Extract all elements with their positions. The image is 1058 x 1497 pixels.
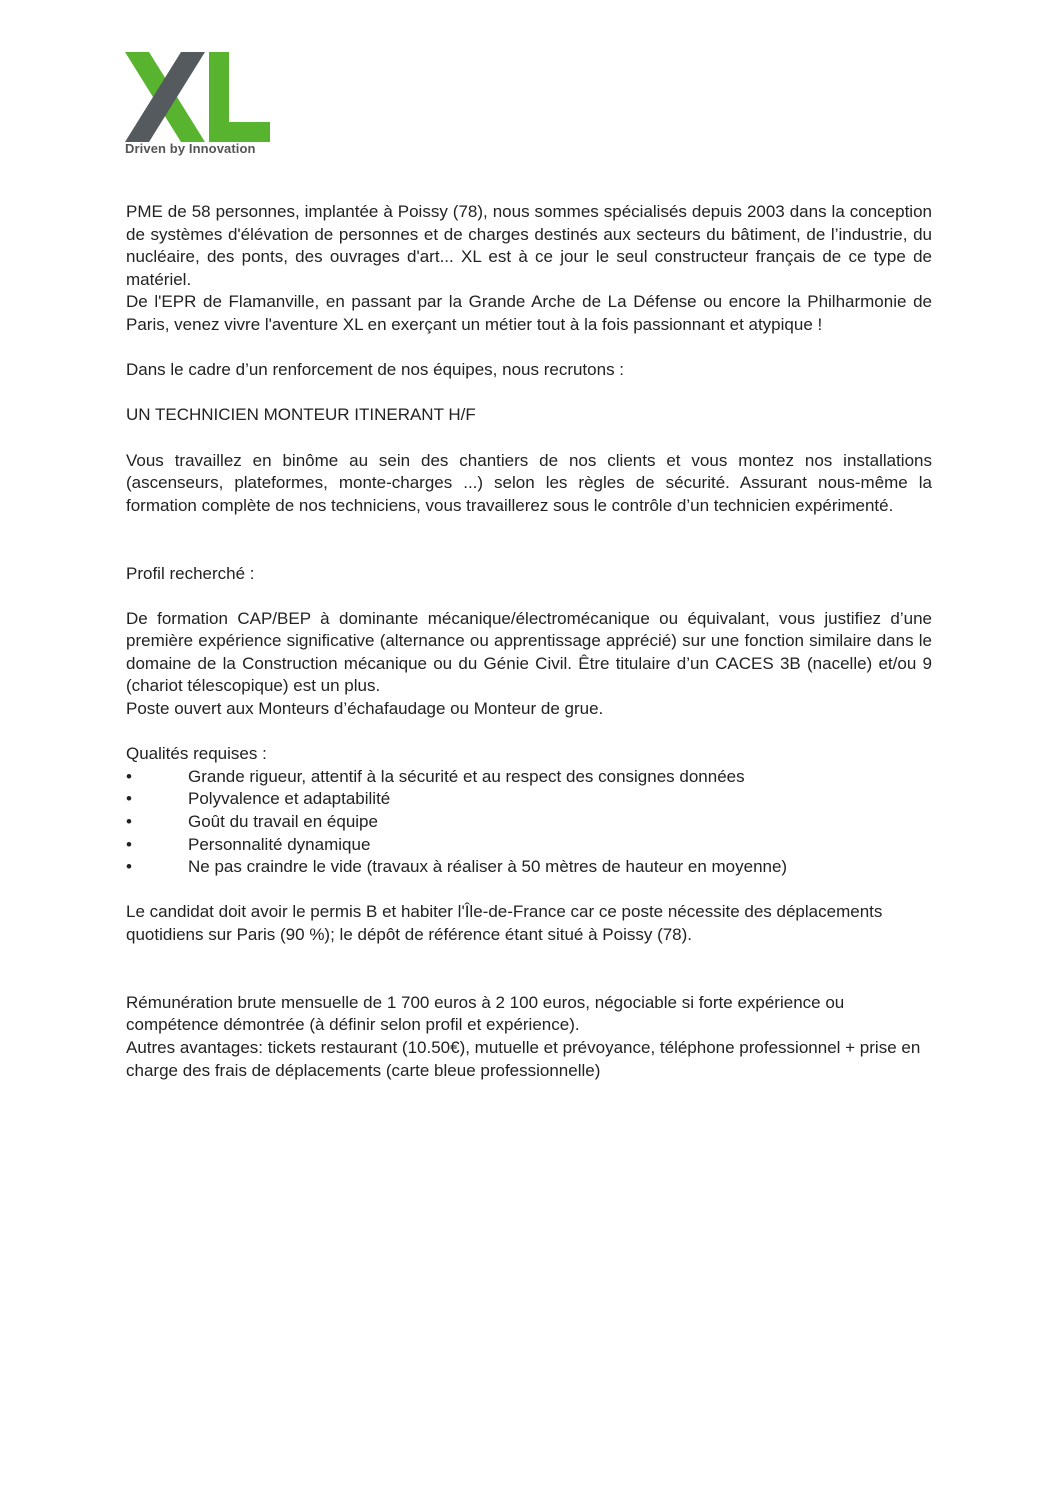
salary-paragraph: Rémunération brute mensuelle de 1 700 euros à 2 100 euros, négociable si forte expérience ou compétence démontrée (à définir selon profil et expérience). (126, 992, 845, 1035)
recruiting-line: Dans le cadre d’un renforcement de nos équipes, nous recrutons : (126, 360, 625, 380)
list-item: • Goût du travail en équipe (126, 811, 932, 834)
bullet-icon: • (126, 857, 132, 877)
profile-note: Poste ouvert aux Monteurs d’échafaudage ou Monteur de grue. (126, 699, 604, 719)
intro-paragraph-company: PME de 58 personnes, implantée à Poissy (78), nous sommes spécialisés depuis 2003 dans la conception de systèmes d'élévation de personnes et de charges destinés aux secteurs du bâtiment, de l’industrie, du nucléaire, des ponts, des ouvrages d'art... XL est à ce jour le seul constructeur français de ce type de matériel. (126, 202, 932, 289)
intro-paragraph-projects: De l'EPR de Flamanville, en passant par la Grande Arche de La Défense ou encore la Philharmonie de Paris, venez vivre l'aventure XL en exerçant un métier tout à la fois passionnant et atypique ! (126, 292, 932, 334)
qualities-heading: Qualités requises : (126, 744, 267, 764)
list-item: • Grande rigueur, attentif à la sécurité et au respect des consignes données (126, 766, 932, 789)
profile-paragraph: De formation CAP/BEP à dominante mécanique/électromécanique ou équivalant, vous justifiez d’une première expérience significative (alternance ou apprentissage apprécié) sur une fonction similaire dans le domaine de la Construction mécanique ou du Génie Civil. Être titulaire d’un CACES 3B (nacelle) et/ou 9 (chariot télescopique) est un plus. (126, 608, 932, 696)
list-item: • Personnalité dynamique (126, 834, 932, 857)
bullet-icon: • (126, 766, 132, 786)
list-item: • Ne pas craindre le vide (travaux à réaliser à 50 mètres de hauteur en moyenne) (126, 856, 932, 879)
logo-tagline: Driven by Innovation (125, 141, 256, 156)
mission-paragraph: Vous travaillez en binôme au sein des chantiers de nos clients et vous montez nos installations (ascenseurs, plateformes, monte-charges ...) selon les règles de sécurité. Assurant nous-même la formation complète de nos techniciens, vous travaillerez sous le contrôle d’un technicien expérimenté. (126, 450, 932, 515)
bullet-icon: • (126, 812, 132, 832)
job-posting-body (126, 201, 932, 1082)
requirements-paragraph: Le candidat doit avoir le permis B et habiter l'Île-de-France car ce poste nécessite des déplacements quotidiens sur Paris (90 %); le dépôt de référence étant situé à Poissy (78). (126, 902, 883, 944)
xl-l-letter (209, 52, 270, 142)
xl-logo-mark (125, 52, 275, 144)
bullet-icon: • (126, 789, 132, 809)
job-title: UN TECHNICIEN MONTEUR ITINERANT H/F (126, 405, 476, 425)
list-item: • Polyvalence et adaptabilité (126, 788, 932, 811)
bullet-icon: • (126, 834, 132, 854)
benefits-paragraph: Autres avantages: tickets restaurant (10.50€), mutuelle et prévoyance, téléphone professionnel + prise en charge des frais de déplacements (carte bleue professionnelle) (126, 1037, 921, 1080)
qualities-list (126, 766, 932, 879)
profile-heading: Profil recherché : (126, 563, 255, 583)
